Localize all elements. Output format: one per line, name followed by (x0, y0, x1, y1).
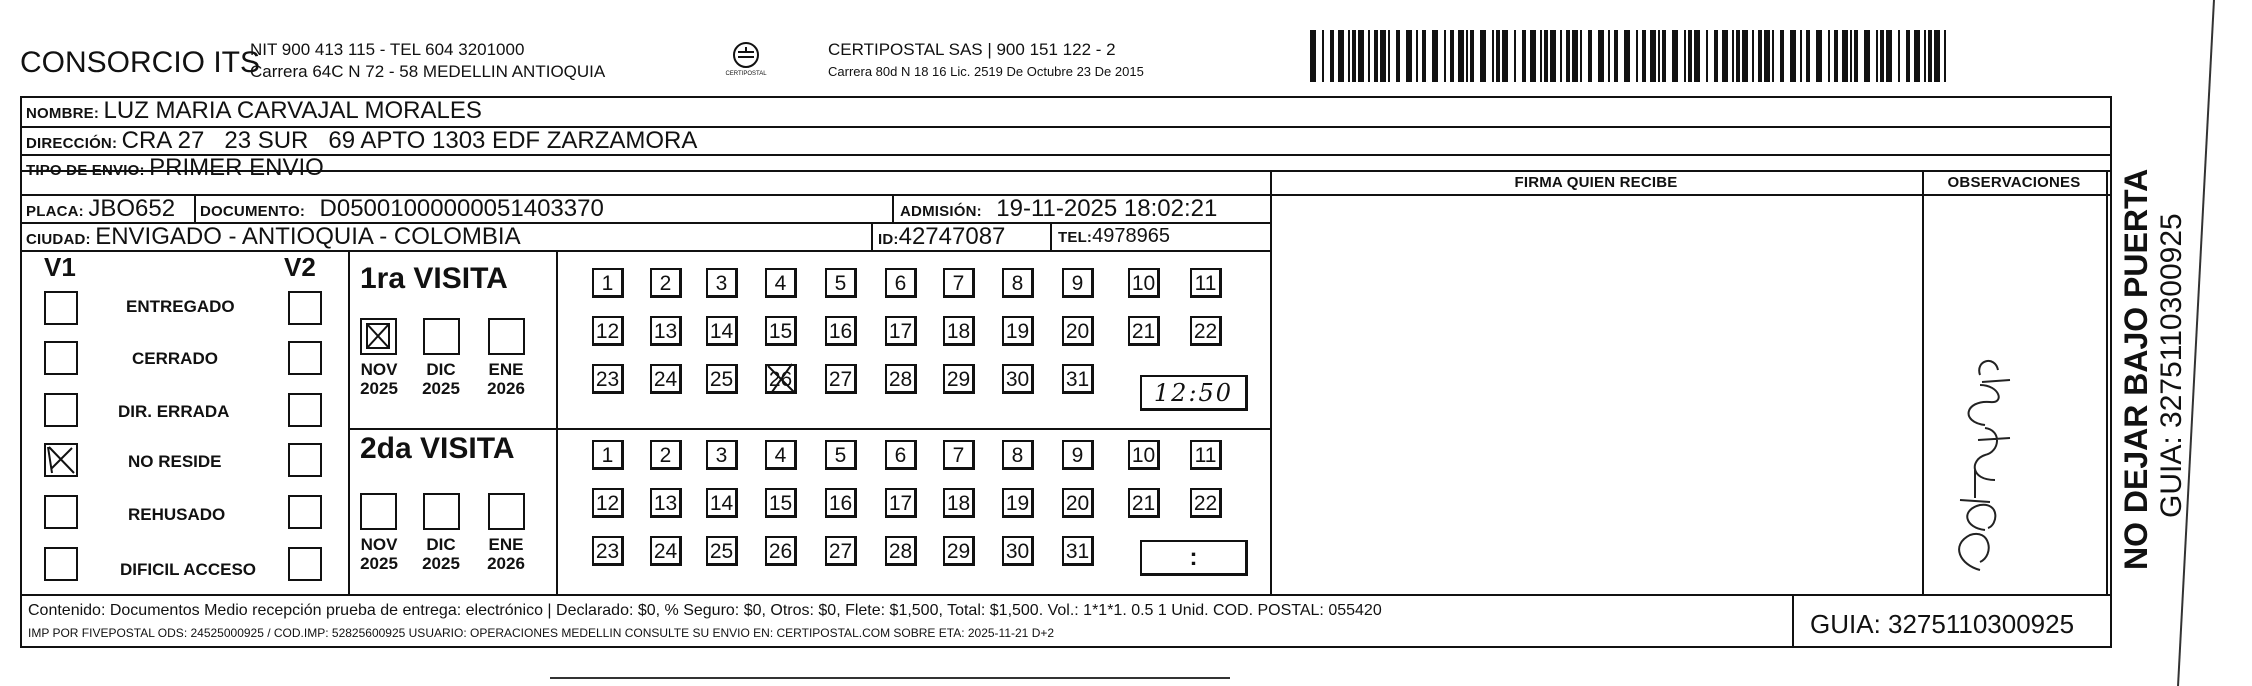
visit2-day-cell[interactable]: 18 (943, 488, 975, 518)
footer-imp: IMP POR FIVEPOSTAL ODS: 24525000925 / COD.IMP: 52825600925 USUARIO: OPERACIONES MEDELLIN CONSULTE SU ENVIO EN: CERTIPOSTAL.COM SOBRE ETA: 2025-11-21 D+2 (28, 626, 1055, 640)
visit2-day-cell[interactable]: 22 (1190, 488, 1222, 518)
visit2-day-cell[interactable]: 9 (1062, 440, 1094, 470)
visit1-day-cell[interactable]: 27 (825, 364, 857, 394)
footer-guia: GUIA: 3275110300925 (1810, 609, 2075, 639)
visit2-day-cell[interactable]: 21 (1128, 488, 1160, 518)
logo-text: CERTIPOSTAL (725, 71, 767, 77)
visit1-day-cell[interactable]: 20 (1062, 316, 1094, 346)
v2-checkbox-dir-errada[interactable] (288, 393, 322, 427)
visit2-day-cell[interactable]: 3 (706, 440, 738, 470)
visit1-day-cell[interactable]: 18 (943, 316, 975, 346)
visit1-day-cell[interactable]: 2 (650, 268, 682, 298)
visit1-day-cell[interactable]: 22 (1190, 316, 1222, 346)
v2-checkbox-rehusado[interactable] (288, 495, 322, 529)
visit1-day-cell[interactable]: 6 (885, 268, 917, 298)
visit1-day-cell[interactable]: 12 (592, 316, 624, 346)
ciudad-value: ENVIGADO - ANTIOQUIA - COLOMBIA (95, 223, 521, 250)
v2-header: V2 (284, 252, 316, 282)
side-guia: GUIA: 3275110300925 (2155, 213, 2188, 518)
reason-label: DIR. ERRADA (118, 402, 230, 421)
visit2-day-cell[interactable]: 16 (825, 488, 857, 518)
v1-checkbox-rehusado[interactable] (44, 495, 78, 529)
reason-label: NO RESIDE (128, 452, 222, 471)
bottom-cut-line (550, 677, 1230, 679)
visit1-month-ene-checkbox[interactable] (488, 318, 525, 355)
visit1-day-cell[interactable]: 13 (650, 316, 682, 346)
visit2-day-cell[interactable]: 7 (943, 440, 975, 470)
visit2-day-cell[interactable]: 13 (650, 488, 682, 518)
visit1-time-box[interactable] (1140, 375, 1248, 411)
day-number: 26 (768, 368, 793, 391)
firma-label: FIRMA QUIEN RECIBE (1514, 174, 1678, 191)
visit1-day-cell[interactable]: 31 (1062, 364, 1094, 394)
visit1-title: 1ra VISITA (360, 262, 508, 295)
admision-label: ADMISIÓN: (900, 203, 982, 220)
v1-checkbox-cerrado[interactable] (44, 341, 78, 375)
check-mark-icon (46, 445, 76, 475)
nombre-label: NOMBRE: (26, 105, 100, 122)
visit2-day-cell[interactable]: 27 (825, 536, 857, 566)
direccion-value: CRA 27 23 SUR 69 APTO 1303 EDF ZARZAMORA (121, 127, 698, 154)
id-label: ID: (878, 231, 899, 248)
visit1-day-cell[interactable]: 1 (592, 268, 624, 298)
visit1-day-cell[interactable]: 29 (943, 364, 975, 394)
observaciones-label: OBSERVACIONES (1947, 174, 2081, 191)
visit2-day-cell[interactable]: 8 (1002, 440, 1034, 470)
visit2-day-cell[interactable]: 17 (885, 488, 917, 518)
visit1-day-cell[interactable]: 21 (1128, 316, 1160, 346)
tel-label: TEL: (1058, 229, 1093, 246)
v2-checkbox-no-reside[interactable] (288, 443, 322, 477)
reason-label: DIFICIL ACCESO (120, 560, 257, 579)
visit1-day-cell[interactable]: 17 (885, 316, 917, 346)
visit2-day-cell[interactable]: 6 (885, 440, 917, 470)
visit2-day-cell[interactable]: 15 (765, 488, 797, 518)
visit2-month-nov-checkbox[interactable] (360, 493, 397, 530)
tipo-envio-value: PRIMER ENVIO (149, 154, 324, 181)
visit1-month-label: DIC 2025 (422, 360, 460, 398)
visit1-day-cell[interactable]: 28 (885, 364, 917, 394)
visit1-day-cell[interactable]: 25 (706, 364, 738, 394)
company-info-line2: Carrera 64C N 72 - 58 MEDELLIN ANTIOQUIA (250, 62, 606, 81)
visit2-day-cell[interactable]: 24 (650, 536, 682, 566)
visit2-month-label: DIC 2025 (422, 535, 460, 573)
visit1-day-cell[interactable]: 5 (825, 268, 857, 298)
ciudad-label: CIUDAD: (26, 231, 91, 248)
visit1-day-cell[interactable]: 14 (706, 316, 738, 346)
observaciones-signature (1940, 330, 2030, 580)
admision-value: 19-11-2025 18:02:21 (996, 195, 1218, 222)
nombre-value: LUZ MARIA CARVAJAL MORALES (103, 97, 482, 124)
visit2-day-cell[interactable]: 25 (706, 536, 738, 566)
visit2-day-cell[interactable]: 4 (765, 440, 797, 470)
visit1-day-cell[interactable]: 19 (1002, 316, 1034, 346)
visit1-day-cell[interactable]: 30 (1002, 364, 1034, 394)
visit1-day-cell[interactable]: 16 (825, 316, 857, 346)
placa-label: PLACA: (26, 203, 84, 220)
visit1-day-cell[interactable]: 10 (1128, 268, 1160, 298)
visit2-day-cell[interactable]: 28 (885, 536, 917, 566)
visit2-day-cell[interactable]: 19 (1002, 488, 1034, 518)
visit2-day-cell[interactable]: 14 (706, 488, 738, 518)
placa-value: JBO652 (88, 195, 176, 222)
tipo-envio-label: TIPO DE ENVIO: (26, 162, 145, 179)
visit2-day-cell[interactable]: 26 (765, 536, 797, 566)
check-mark-icon (362, 320, 395, 353)
v2-checkbox-dificil-acceso[interactable] (288, 547, 322, 581)
v1-header: V1 (44, 252, 76, 282)
visit2-day-cell[interactable]: 10 (1128, 440, 1160, 470)
visit1-day-cell[interactable]: 9 (1062, 268, 1094, 298)
visit1-day-cell[interactable]: 7 (943, 268, 975, 298)
side-warning: NO DEJAR BAJO PUERTA (2118, 168, 2154, 570)
visit1-day-cell[interactable] (765, 364, 797, 394)
visit2-day-cell[interactable]: 20 (1062, 488, 1094, 518)
visit2-time-box[interactable] (1140, 540, 1248, 576)
visit1-day-cell[interactable]: 24 (650, 364, 682, 394)
visit2-month-ene-checkbox[interactable] (488, 493, 525, 530)
visit1-day-cell[interactable]: 3 (706, 268, 738, 298)
v2-checkbox-cerrado[interactable] (288, 341, 322, 375)
carrier-info-line2: Carrera 80d N 18 16 Lic. 2519 De Octubre 23 De 2015 (828, 64, 1144, 79)
visit1-day-cell[interactable]: 8 (1002, 268, 1034, 298)
visit2-day-cell[interactable]: 11 (1190, 440, 1222, 470)
v1-checkbox-dificil-acceso[interactable] (44, 547, 78, 581)
visit2-month-label: NOV 2025 (360, 535, 398, 573)
v1-checkbox-dir-errada[interactable] (44, 393, 78, 427)
visit1-month-label: NOV 2025 (360, 360, 398, 398)
direccion-label: DIRECCIÓN: (26, 135, 118, 152)
visit2-month-label: ENE 2026 (487, 535, 525, 573)
visit1-month-label: ENE 2026 (487, 360, 525, 398)
barcode (1310, 30, 1950, 82)
visit2-day-cell[interactable]: 12 (592, 488, 624, 518)
visit1-day-cell[interactable]: 4 (765, 268, 797, 298)
visit2-day-cell[interactable]: 5 (825, 440, 857, 470)
visit2-day-cell[interactable]: 29 (943, 536, 975, 566)
visit2-day-cell[interactable]: 2 (650, 440, 682, 470)
visit2-day-cell[interactable]: 1 (592, 440, 624, 470)
documento-label: DOCUMENTO: (200, 203, 306, 220)
visit2-day-cell[interactable]: 23 (592, 536, 624, 566)
certipostal-logo (725, 38, 767, 86)
carrier-info-line1: CERTIPOSTAL SAS | 900 151 122 - 2 (828, 40, 1116, 59)
visit1-time-value: 12:50 (1153, 379, 1234, 407)
documento-value: D05001000000051403370 (319, 195, 604, 222)
id-value: 42747087 (898, 223, 1006, 250)
footer-contenido: Contenido: Documentos Medio recepción prueba de entrega: electrónico | Declarado: $0, % Seguro: $0, Otros: $0, Flete: $1,500, Total: $1,500. Vol.: 1*1*1. 0.5 1 Unid. COD. POSTAL: 055420 (28, 602, 1382, 619)
visit2-title: 2da VISITA (360, 432, 515, 465)
reason-label: ENTREGADO (126, 297, 235, 316)
visit2-day-cell[interactable]: 31 (1062, 536, 1094, 566)
visit1-day-cell[interactable]: 23 (592, 364, 624, 394)
visit1-day-cell[interactable]: 11 (1190, 268, 1222, 298)
reason-label: REHUSADO (128, 505, 226, 524)
v2-checkbox-entregado[interactable] (288, 291, 322, 325)
tel-value: 4978965 (1092, 225, 1171, 247)
visit1-month-dic-checkbox[interactable] (423, 318, 460, 355)
visit2-time-value: : (1189, 544, 1198, 571)
reason-label: CERRADO (132, 349, 218, 368)
v1-checkbox-no-reside[interactable] (44, 443, 78, 477)
cross-mark-icon (764, 362, 798, 396)
visit2-day-cell[interactable]: 30 (1002, 536, 1034, 566)
company-info-line1: NIT 900 413 115 - TEL 604 3201000 (250, 40, 525, 59)
visit2-month-dic-checkbox[interactable] (423, 493, 460, 530)
visit1-month-nov-checkbox[interactable] (360, 318, 397, 355)
v1-checkbox-entregado[interactable] (44, 291, 78, 325)
visit1-day-cell[interactable]: 15 (765, 316, 797, 346)
company-name: CONSORCIO ITS (20, 46, 261, 79)
